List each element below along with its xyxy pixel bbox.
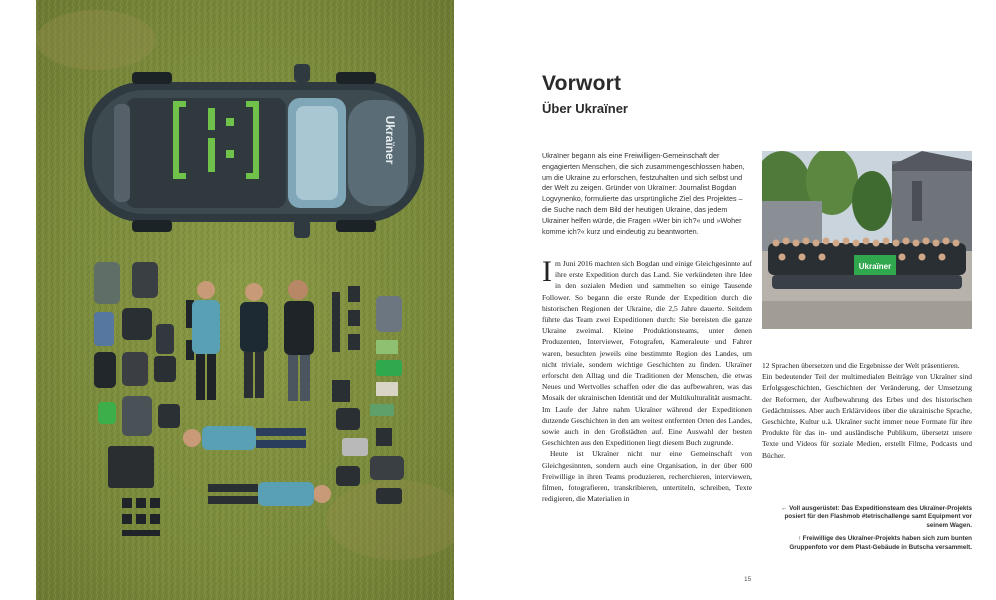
flag-text: Ukraïner xyxy=(858,262,892,271)
body-paragraph-1-text: m Juni 2016 machten sich Bogdan und einige Gleichgesinnte auf ihre erste Expedition durch das Land. Sie verkündeten ihre Idee in den sozialen Medien und sammelten so einige Tausende Follower. So begann die erste Runde der Expedition durch die historischen Regionen der Ukraine, die 2,5 Jahre dauerte. Seitdem führte das Team zwei Expeditionen durch: Sie bereisten die ganze Ukraine zweimal. Kleine Produktionsteams, unter denen Produzenten, Interviewer, Fotografen, Kameraleute und Fahrer waren, besuchten jeweils eine bestimmte Region des Landes, um nicht triviale, sondern wichtige Geschichten zu finden. Ukraïner erforscht den Alltag und die Traditionen der Menschen, die etwas Neues und Wertvolles schaffen oder die das aufbewahren, was das Mosaik der ukrainischen Identität und der Multikulturalität ausmacht. Im Laufe der Jahre nahm Ukraïner während der Expeditionen dutzende Geschichten in den am weitest entfernten Orten des Landes, sowie auch in den Großstädten auf. Eine Auswahl der besten Geschichten aus den Expeditionen liegt diesem Buch zugrunde. xyxy=(542,259,752,448)
body-column-right xyxy=(762,360,972,461)
body-paragraph-2: Heute ist Ukraïner nicht nur eine Gemeinschaft von Gleichgesinnten, sondern auch eine Organisation, in der über 600 Freiwillige in ihren Teams produzieren, recherchieren, interviewen, filmen, fotografieren, transkribieren, untertiteln, schreiben, Texte redigieren, die Materialien in xyxy=(542,449,752,504)
page-number: 15 xyxy=(744,576,752,583)
page-subtitle: Über Ukraïner xyxy=(542,101,628,116)
car xyxy=(84,64,424,238)
body-paragraph-4: Ein bedeutender Teil der multimedialen Beiträge von Ukraïner sind Erfolgsgeschichten, Geschichten der Veränderung, der Umsetzung der Reformen, der Aufbewahrung des Erbes und des historischen Gedächtnisses. Aber auch Erklärvideos über die ukrainische Sprache, Geschichte, Kultur u.ä. Ukraïner sucht immer neue Formate für ihre Produkte für das in- und ausländische Publikum, übersetzt unsere Texte und Videos für soziale Medien, erstellt Filme, Podcasts und Bücher. xyxy=(762,372,972,460)
text-page xyxy=(454,0,996,600)
intro-paragraph: Ukraïner begann als eine Freiwilligen-Gemeinschaft der engagierten Menschen, die sich zusammengeschlossen haben, um die Ukraine zu erforschen, festzuhalten und sich selbst und der Welt zu zeigen. Gründer von Ukraïner: Journalist Bogdan Logvynenko, formulierte das ursprüngliche Ziel des Projektes – die Suche nach dem Bild der heutigen Ukraine, das jedem Ukrainer helfen würde, die Fragen »Wer bin ich?« und »Woher komme ich?« kurz und eindeutig zu beantworten. xyxy=(542,151,745,236)
body-paragraph-1 xyxy=(542,255,752,448)
drop-cap: I xyxy=(542,255,552,288)
photo-captions xyxy=(762,505,972,557)
body-column-left xyxy=(542,255,752,504)
caption-aerial: ← Voll ausgerüstet: Das Expeditionsteam des Ukraïner-Projekts posiert für den Flashmob #tetrischallenge samt Equipment vor seinem Wagen. xyxy=(781,505,972,529)
page-title: Vorwort xyxy=(542,72,622,95)
group-photo xyxy=(762,151,972,329)
car-brand-text: Ukraïner xyxy=(383,115,397,165)
body-paragraph-3: 12 Sprachen übersetzen und die Ergebnisse der Welt präsentieren. xyxy=(762,361,960,370)
aerial-expedition-photo xyxy=(36,0,454,600)
caption-group: ↑ Freiwillige des Ukraïner-Projekts haben sich zum bunten Gruppenfoto vor dem Plast-Gebäude in Butscha versammelt. xyxy=(789,535,972,551)
